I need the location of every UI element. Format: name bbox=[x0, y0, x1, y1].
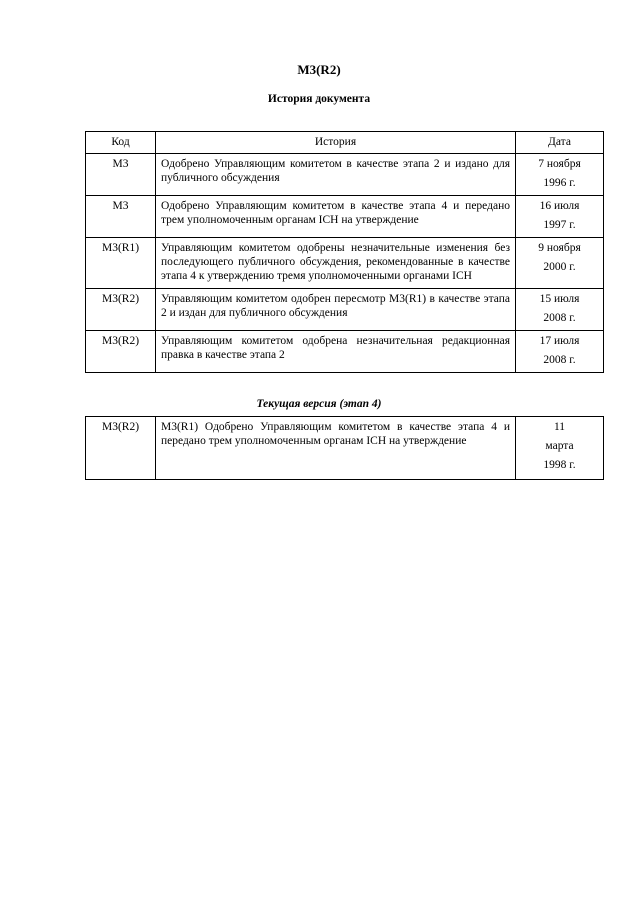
row-date bbox=[516, 417, 604, 480]
row-history: Управляющим комитетом одобрены незначительные изменения без последующего публичного обсуждения, рекомендованные в качестве этапа 4 к утверждению тремя уполномоченными органами ICH bbox=[156, 238, 516, 289]
row-date bbox=[516, 196, 604, 238]
history-table bbox=[85, 131, 604, 373]
row-date bbox=[516, 238, 604, 289]
row-date-year: 2008 г. bbox=[543, 312, 576, 324]
row-code: M3(R2) bbox=[86, 417, 156, 480]
row-date bbox=[516, 331, 604, 373]
current-version-table bbox=[85, 416, 604, 480]
row-code: M3(R1) bbox=[86, 238, 156, 289]
table-row bbox=[86, 331, 604, 373]
row-history: Управляющим комитетом одобрена незначительная редакционная правка в качестве этапа 2 bbox=[156, 331, 516, 373]
row-date-day: 7 ноября bbox=[538, 158, 581, 170]
row-date-month: марта bbox=[545, 440, 574, 452]
header-history: История bbox=[156, 132, 516, 154]
table-row bbox=[86, 289, 604, 331]
row-history: Управляющим комитетом одобрен пересмотр M3(R1) в качестве этапа 2 и издан для публичного обсуждения bbox=[156, 289, 516, 331]
header-code: Код bbox=[86, 132, 156, 154]
table-row bbox=[86, 196, 604, 238]
row-code: M3(R2) bbox=[86, 331, 156, 373]
row-code: M3 bbox=[86, 196, 156, 238]
row-history: Одобрено Управляющим комитетом в качестве этапа 4 и передано трем уполномоченным органам ICH на утверждение bbox=[156, 196, 516, 238]
document-history-heading: История документа bbox=[267, 93, 371, 105]
row-date-year: 1998 г. bbox=[543, 459, 576, 471]
header-date: Дата bbox=[516, 132, 604, 154]
row-date-year: 1997 г. bbox=[543, 219, 576, 231]
row-date-day: 16 июля bbox=[539, 200, 580, 212]
row-date-year: 2000 г. bbox=[543, 261, 576, 273]
current-version-heading: Текущая версия (этап 4) bbox=[256, 398, 382, 410]
document-title: M3(R2) bbox=[297, 62, 341, 77]
row-code: M3(R2) bbox=[86, 289, 156, 331]
row-code: M3 bbox=[86, 154, 156, 196]
row-date bbox=[516, 154, 604, 196]
row-date-day: 9 ноября bbox=[538, 242, 581, 254]
row-date-year: 1996 г. bbox=[543, 177, 576, 189]
table-row bbox=[86, 238, 604, 289]
table-row bbox=[86, 417, 604, 480]
row-date-day: 17 июля bbox=[539, 335, 580, 347]
row-date bbox=[516, 289, 604, 331]
row-date-day: 15 июля bbox=[539, 293, 580, 305]
row-date-day: 11 bbox=[553, 421, 566, 433]
table-row bbox=[86, 154, 604, 196]
row-history: M3(R1) Одобрено Управляющим комитетом в качестве этапа 4 и передано трем уполномоченным органам ICH на утверждение bbox=[156, 417, 516, 480]
row-history: Одобрено Управляющим комитетом в качестве этапа 2 и издано для публичного обсуждения bbox=[156, 154, 516, 196]
row-date-year: 2008 г. bbox=[543, 354, 576, 366]
table-header-row bbox=[86, 132, 604, 154]
